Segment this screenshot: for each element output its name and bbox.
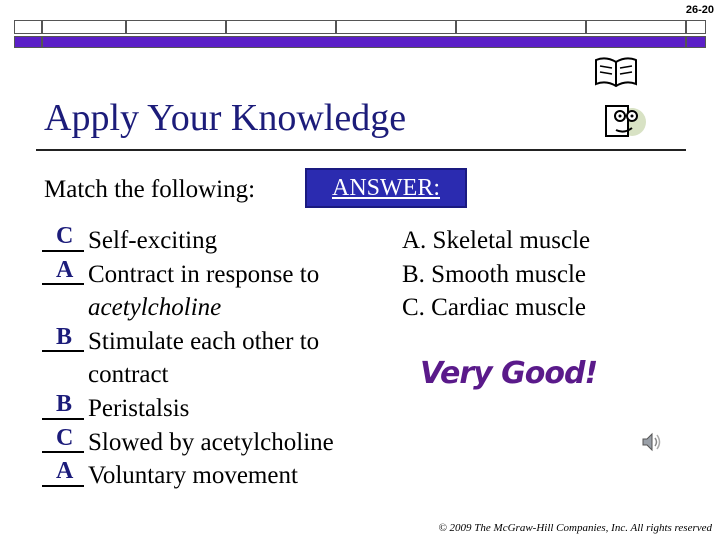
list-item [42, 224, 334, 258]
book-icon [594, 54, 638, 90]
copyright-footer: © 2009 The McGraw-Hill Companies, Inc. All rights reserved [438, 522, 712, 534]
list-item [42, 392, 334, 426]
list-item [42, 459, 334, 493]
item-text-continued: acetylcholine [88, 294, 222, 322]
answer-letter: A [56, 256, 74, 283]
answer-letter: A [56, 458, 74, 485]
item-text: Self-exciting [88, 227, 218, 254]
matching-items [42, 224, 334, 493]
answer-blank [42, 325, 88, 359]
item-text: Voluntary movement [88, 462, 298, 490]
list-item [42, 325, 334, 359]
header-bar [14, 20, 706, 48]
option-a: A. Skeletal muscle [402, 227, 591, 254]
instruction-text: Match the following: [44, 176, 256, 203]
title-divider [36, 149, 686, 151]
list-item [42, 258, 334, 292]
option-c: C. Cardiac muscle [402, 294, 586, 322]
options-list [402, 224, 590, 325]
speaker-icon[interactable] [640, 430, 664, 454]
item-text-continued: contract [88, 361, 169, 389]
answer-button[interactable]: ANSWER: [305, 168, 467, 208]
list-item-continuation [42, 358, 334, 392]
page-title: Apply Your Knowledge [44, 97, 407, 139]
face-icon [602, 100, 648, 140]
list-item-continuation [42, 291, 334, 325]
answer-blank [42, 392, 88, 426]
answer-letter: B [56, 390, 73, 417]
answer-blank [42, 459, 88, 493]
answer-letter: B [56, 323, 73, 350]
answer-blank [42, 224, 88, 258]
answer-blank [42, 426, 88, 460]
answer-letter: C [56, 424, 74, 451]
item-text: Slowed by acetylcholine [88, 428, 334, 456]
item-text: Peristalsis [88, 394, 190, 422]
option-b: B. Smooth muscle [402, 260, 587, 288]
list-item [42, 426, 334, 460]
answer-letter: C [56, 223, 74, 249]
item-text: Stimulate each other to [88, 327, 320, 355]
answer-blank [42, 258, 88, 292]
slide-number: 26-20 [685, 4, 714, 16]
feedback-text: Very Good! [420, 356, 598, 391]
item-text: Contract in response to [88, 260, 320, 288]
